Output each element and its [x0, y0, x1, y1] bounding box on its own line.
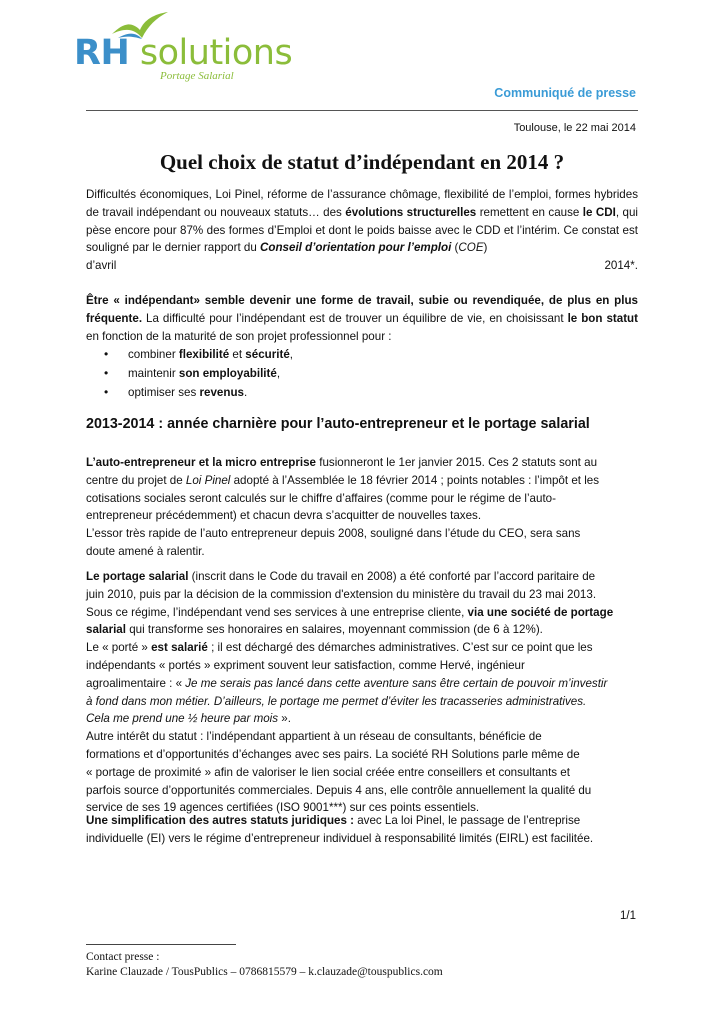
- p2-text-b: La difficulté pour l’indépendant est de trouver un équilibre de vie, en choisissant: [142, 311, 568, 325]
- s3-bold-lead: Une simplification des autres statuts juridiques :: [86, 814, 354, 827]
- p1-text-c: remettent en cause: [476, 205, 583, 219]
- p1-bold-coe-name: Conseil d’orientation pour l’emploi: [260, 241, 452, 255]
- s2-bold-lead: Le portage salarial: [86, 570, 189, 583]
- p2-bold-lead: Être « indépendant» semble devenir une forme de travail, subie ou revendiquée, de plus en plus fréquente.: [86, 294, 638, 325]
- intro-paragraph: [86, 186, 638, 275]
- list-item: • optimiser ses revenus.: [86, 383, 638, 402]
- quote-text: Je me serais pas lancé dans cette aventure sans être certain de pouvoir m’investir: [185, 676, 608, 690]
- list-item: • combiner flexibilité et sécurité,: [86, 345, 638, 364]
- portage-salarial-paragraph: Le portage salarial (inscrit dans le Code du travail en 2008) a été conforté par l’accord paritaire de juin 2010, puis par la décision de la commission d'extension du ministère du travail du 23 mai 2013. Sous ce régime, l’indépendant vend ses services à une entreprise cliente, via une société de portage salarial qui transforme ses honoraires en salaires, moyennant commission (de 6 à 12%). Le « porté » est salarié ; il est déchargé des démarches administratives. C’est sur ce point que les indépendants « portés » expriment souvent leur satisfaction, comme Hervé, ingénieur agroalimentaire : « Je me serais pas lancé dans cette aventure sans être certain de pouvoir m’investir à fond dans mon métier. D’ailleurs, le portage me permet d’éviter les tracasseries administratives. Cela me prend une ½ heure par mois ». Autre intérêt du statut : l’indépendant appartient à un réseau de consultants, bénéficie de formations et d’opportunités d’échanges avec ses pairs. La société RH Solutions parle même de « portage de proximité » afin de valoriser le lien social créée entre conseillers et consultants et parfois source d’opportunités commerciales. Depuis 4 ans, elle contrôle annuellement la qualité du service de ses 19 agences certifiées (ISO 9001***) sur ces points essentiels.: [86, 570, 614, 815]
- p1-bold-evolutions: évolutions structurelles: [345, 205, 477, 219]
- s1-bold-lead: L’auto-entrepreneur et la micro entreprise: [86, 456, 317, 469]
- list-item: • maintenir son employabilité,: [86, 364, 638, 383]
- logo-tagline: Portage Salarial: [160, 70, 234, 82]
- page-number: 1/1: [620, 910, 636, 922]
- p1-text-a: Difficultés économiques, Loi Pinel, réforme de l’assurance chômage, flexibilité de l’emploi, formes hybrides de travail indépendant ou nouveaux statuts… des: [86, 188, 638, 219]
- rh-solutions-logo: [74, 6, 293, 86]
- header-divider: [86, 110, 638, 111]
- p1-last-line: [86, 257, 638, 275]
- p1-coe-abbr: COE: [458, 241, 484, 255]
- section-heading: 2013-2014 : année charnière pour l’auto-entrepreneur et le portage salarial: [86, 416, 590, 432]
- p1-text-e: , qui pèse encore pour 87% des formes d’Emploi et dont le poids baisse avec le CDD et l’intérim. Ce constat est souligné par le dernier rapport du: [86, 205, 638, 255]
- p1-text-i: ): [483, 241, 488, 255]
- logo-rh-text: RH: [74, 33, 130, 73]
- release-date: Toulouse, le 22 mai 2014: [513, 122, 636, 134]
- logo-wordmark: [74, 34, 292, 72]
- contact-details: Karine Clauzade / TousPublics – 0786815579 – k.clauzade@touspublics.com: [86, 966, 443, 978]
- p1-bold-cdi: le CDI: [582, 205, 616, 219]
- press-contact: [86, 950, 443, 980]
- p1-text-g: (: [451, 241, 459, 255]
- page-title: Quel choix de statut d’indépendant en 2014 ?: [159, 150, 565, 174]
- goals-list: [86, 345, 638, 402]
- communique-label: Communiqué de presse: [494, 86, 636, 100]
- simplification-paragraph: Une simplification des autres statuts juridiques : avec La loi Pinel, le passage de l’entreprise individuelle (EI) vers le régime d’entrepreneur individuel à responsabilité limités (EIRL) est facilitée.: [86, 814, 594, 845]
- p1-text-j: d’avril: [86, 259, 117, 273]
- footer-divider: [86, 944, 236, 945]
- s1-italic-loi-pinel: Loi Pinel: [185, 473, 231, 487]
- p1-text-k: 2014*.: [604, 259, 638, 273]
- p2-bold-bon-statut: le bon statut: [567, 311, 639, 325]
- auto-entrepreneur-paragraph: L’auto-entrepreneur et la micro entreprise fusionneront le 1er janvier 2015. Ces 2 statuts sont au centre du projet de Loi Pinel adopté à l’Assemblée le 18 février 2014 ; points notables : l’impôt et les cotisations sociales seront calculés sur le chiffre d’affaires (comme pour le régime de l’auto- entrepreneur précédemment) et chacun devra s’acquitter de nouvelles taxes. L’essor très rapide de l’auto entrepreneur depuis 2008, souligné dans l’étude du CEO, sera sans doute amené à ralentir.: [86, 456, 600, 558]
- independent-paragraph: [86, 292, 638, 402]
- p2-text-d: en fonction de la maturité de son projet professionnel pour :: [86, 329, 392, 343]
- logo-solutions-text: solutions: [139, 33, 293, 73]
- contact-label: Contact presse :: [86, 951, 160, 963]
